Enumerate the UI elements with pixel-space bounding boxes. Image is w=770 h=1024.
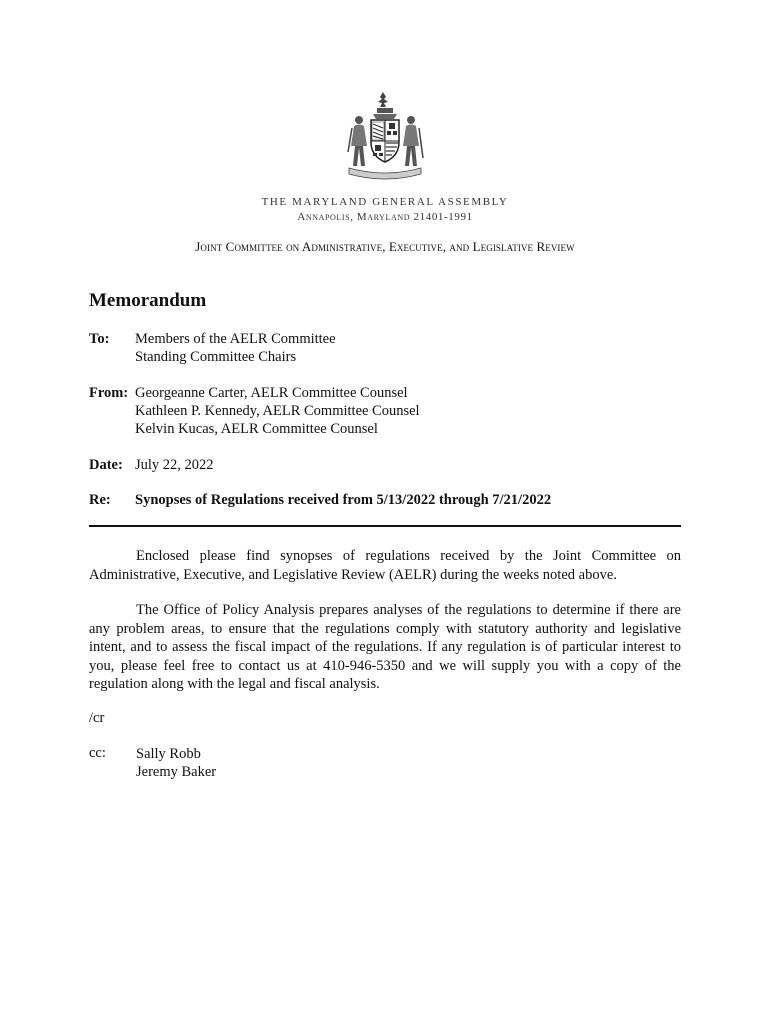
from-line: Georgeanne Carter, AELR Committee Counsel bbox=[135, 385, 408, 401]
from-line: Kelvin Kucas, AELR Committee Counsel bbox=[135, 421, 378, 437]
body-paragraph-1: Enclosed please find synopses of regulations received by the Joint Committee on Administrative, Executive, and Legislative Review (AELR) during the weeks noted above. bbox=[89, 548, 681, 583]
from-line: Kathleen P. Kennedy, AELR Committee Counsel bbox=[135, 403, 420, 419]
to-row bbox=[89, 330, 336, 365]
from-senders bbox=[135, 384, 420, 438]
date-row bbox=[89, 456, 214, 474]
memo-title: Memorandum bbox=[89, 290, 207, 311]
from-label: From: bbox=[89, 385, 129, 401]
date-label: Date: bbox=[89, 457, 123, 473]
to-line: Members of the AELR Committee bbox=[135, 331, 336, 347]
re-row bbox=[89, 491, 552, 509]
from-row bbox=[89, 384, 420, 437]
maryland-seal-icon bbox=[343, 90, 427, 182]
to-label: To: bbox=[89, 331, 110, 347]
body-paragraph-2: The Office of Policy Analysis prepares analyses of the regulations to determine if there are any problem areas, to ensure that the regulations comply with statutory authority and legislative intent, and to assess the fiscal impact of the regulations. If any regulation is of particular interest to you, please feel free to contact us at 410-946-5350 and we will supply you with a copy of the regulation along with the legal and fiscal analysis. bbox=[89, 602, 681, 692]
to-recipients bbox=[135, 330, 336, 366]
assembly-name: THE MARYLAND GENERAL ASSEMBLY bbox=[261, 196, 509, 208]
date-value: July 22, 2022 bbox=[135, 457, 214, 473]
committee-name: Joint Committee on Administrative, Executive, and Legislative Review bbox=[195, 239, 575, 254]
re-label: Re: bbox=[89, 492, 111, 508]
cc-label: cc: bbox=[89, 745, 106, 761]
cc-line: Sally Robb bbox=[136, 746, 201, 762]
header-divider bbox=[89, 525, 681, 527]
cc-recipients bbox=[136, 745, 216, 781]
re-subject: Synopses of Regulations received from 5/13/2022 through 7/21/2022 bbox=[135, 492, 552, 508]
cc-line: Jeremy Baker bbox=[136, 764, 217, 780]
to-line: Standing Committee Chairs bbox=[135, 349, 297, 365]
initials: /cr bbox=[89, 710, 105, 726]
assembly-address: Annapolis, Maryland 21401-1991 bbox=[297, 211, 473, 223]
